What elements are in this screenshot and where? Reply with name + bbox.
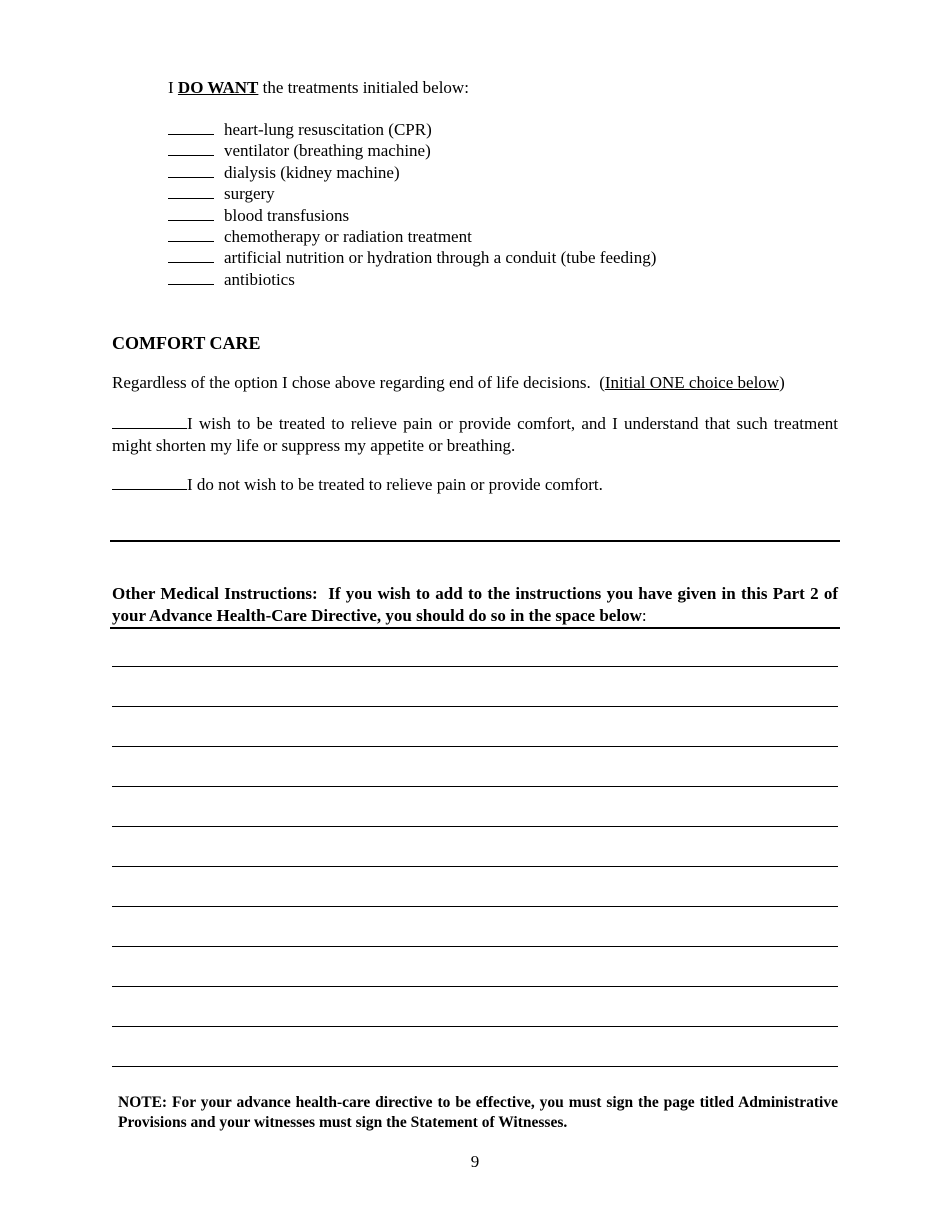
option-1-text: I wish to be treated to relieve pain or provide comfort, and I understand that such treatment might shorten my life or suppress my appetite or breathing.	[112, 414, 838, 455]
other-instructions-label: Other Medical Instructions:	[112, 584, 318, 603]
treatments-intro	[168, 78, 469, 98]
treatment-item	[168, 119, 656, 140]
section-divider	[110, 540, 840, 542]
initial-blank[interactable]	[168, 183, 214, 199]
write-in-line[interactable]	[112, 786, 838, 787]
page-number: 9	[470, 1152, 480, 1171]
initial-blank[interactable]	[168, 119, 214, 135]
other-instructions-text: If you wish to add to the instructions you have given in this Part 2 of your Advance Health-Care Directive, you should do so in the space below	[112, 584, 839, 625]
intro-emphasis: DO WANT	[177, 78, 259, 97]
instructions-divider	[110, 627, 840, 629]
treatment-item	[168, 162, 656, 183]
treatment-item	[168, 226, 656, 247]
signature-note: NOTE: For your advance health-care directive to be effective, you must sign the page titled Administrative Provisions and your witnesses must sign the Statement of Witnesses.	[118, 1094, 838, 1131]
intro-suffix: the treatments initialed below:	[262, 78, 469, 97]
paren-close: )	[779, 373, 785, 392]
write-in-line[interactable]	[112, 906, 838, 907]
write-in-line[interactable]	[112, 706, 838, 707]
paren-open: (	[599, 373, 605, 392]
treatment-list	[168, 119, 656, 290]
write-in-line[interactable]	[112, 666, 838, 667]
intro-prefix: I	[168, 78, 174, 97]
treatment-item	[168, 183, 656, 204]
initial-blank[interactable]	[168, 269, 214, 285]
treatment-label: dialysis (kidney machine)	[224, 162, 400, 182]
write-in-line[interactable]	[112, 866, 838, 867]
colon: :	[641, 605, 647, 625]
initial-blank[interactable]	[168, 226, 214, 242]
option-2-text: I do not wish to be treated to relieve pain or provide comfort.	[187, 475, 603, 494]
treatment-label: chemotherapy or radiation treatment	[224, 226, 472, 246]
comfort-care-intro	[112, 373, 842, 393]
comfort-option-1	[112, 413, 838, 456]
initial-blank[interactable]	[168, 162, 214, 178]
treatment-label: surgery	[224, 184, 275, 204]
intro-text: Regardless of the option I chose above regarding end of life decisions.	[112, 373, 591, 392]
write-in-line[interactable]	[112, 946, 838, 947]
write-in-line[interactable]	[112, 746, 838, 747]
initial-blank[interactable]	[168, 205, 214, 221]
write-in-line[interactable]	[112, 986, 838, 987]
treatment-label: blood transfusions	[224, 205, 350, 225]
treatment-label: artificial nutrition or hydration through a conduit (tube feeding)	[224, 248, 657, 268]
initial-blank[interactable]	[168, 247, 214, 263]
treatment-item	[168, 269, 656, 290]
treatment-item	[168, 247, 656, 268]
option-1-initial-blank[interactable]	[112, 413, 187, 429]
treatment-label: ventilator (breathing machine)	[224, 141, 431, 161]
treatment-item	[168, 140, 656, 161]
other-instructions	[112, 583, 838, 626]
intro-instruction: Initial ONE choice below	[604, 373, 780, 392]
treatment-label: heart-lung resuscitation (CPR)	[224, 120, 432, 139]
write-in-line[interactable]	[112, 826, 838, 827]
treatment-item	[168, 205, 656, 226]
option-2-initial-blank[interactable]	[112, 474, 187, 490]
comfort-care-heading: COMFORT CARE	[112, 333, 261, 353]
initial-blank[interactable]	[168, 140, 214, 156]
treatment-label: antibiotics	[224, 269, 295, 289]
write-in-line[interactable]	[112, 1066, 838, 1067]
write-in-line[interactable]	[112, 1026, 838, 1027]
comfort-option-2	[112, 474, 838, 495]
